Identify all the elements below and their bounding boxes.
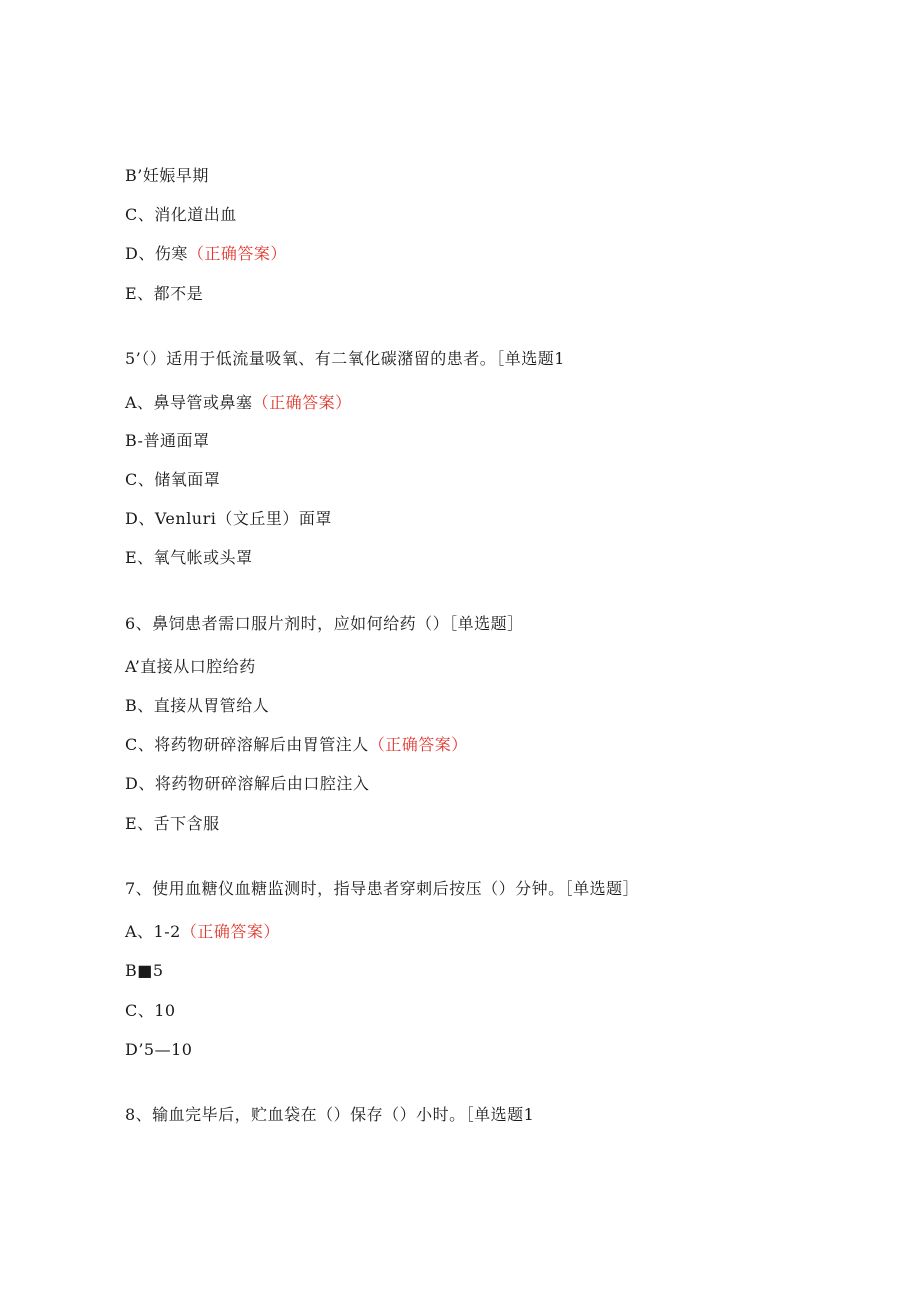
q4-option-c: C、消化道出血 [125, 205, 237, 224]
q6-option-c: C、将药物研碎溶解后由胃管注人（正确答案） [125, 735, 468, 754]
q5-option-c: C、储氧面罩 [125, 470, 221, 489]
q7-option-a: A、1-2（正确答案） [125, 922, 280, 941]
q6-option-b: B、直接从胃管给人 [125, 696, 270, 715]
q7-option-d: D’5—10 [125, 1040, 193, 1059]
q6-option-d: D、将药物研碎溶解后由口腔注入 [125, 774, 370, 793]
q5-option-d: D、Venluri（文丘里）面罩 [125, 509, 332, 528]
q4-option-d: D、伤寒（正确答案） [125, 244, 287, 263]
correct-answer-mark: （正确答案） [368, 735, 468, 754]
q8-question: 8、输血完毕后，贮血袋在（）保存（）小时。［单选题1 [125, 1105, 535, 1124]
q5-option-b: B-普通面罩 [125, 431, 210, 450]
q7-option-c: C、10 [125, 1001, 176, 1020]
q4-option-e: E、都不是 [125, 284, 204, 303]
correct-answer-mark: （正确答案） [252, 393, 352, 412]
correct-answer-mark: （正确答案） [180, 922, 280, 941]
correct-answer-mark: （正确答案） [187, 244, 287, 263]
q6-option-e: E、舌下含服 [125, 814, 220, 833]
q4-option-b: B’妊娠早期 [125, 166, 209, 185]
q5-option-e: E、氧气帐或头罩 [125, 548, 253, 567]
q5-option-a: A、鼻导管或鼻塞（正确答案） [125, 393, 352, 412]
q6-question: 6、鼻饲患者需口服片剂时，应如何给药（）［单选题］ [125, 614, 524, 633]
q7-question: 7、使用血糖仪血糖监测时，指导患者穿刺后按压（）分钟。［单选题］ [125, 879, 640, 898]
q7-option-b: B■5 [125, 961, 164, 980]
q6-option-a: A’直接从口腔给药 [125, 657, 256, 676]
q5-question: 5’（）适用于低流量吸氧、有二氧化碳潴留的患者。［单选题1 [125, 349, 565, 368]
